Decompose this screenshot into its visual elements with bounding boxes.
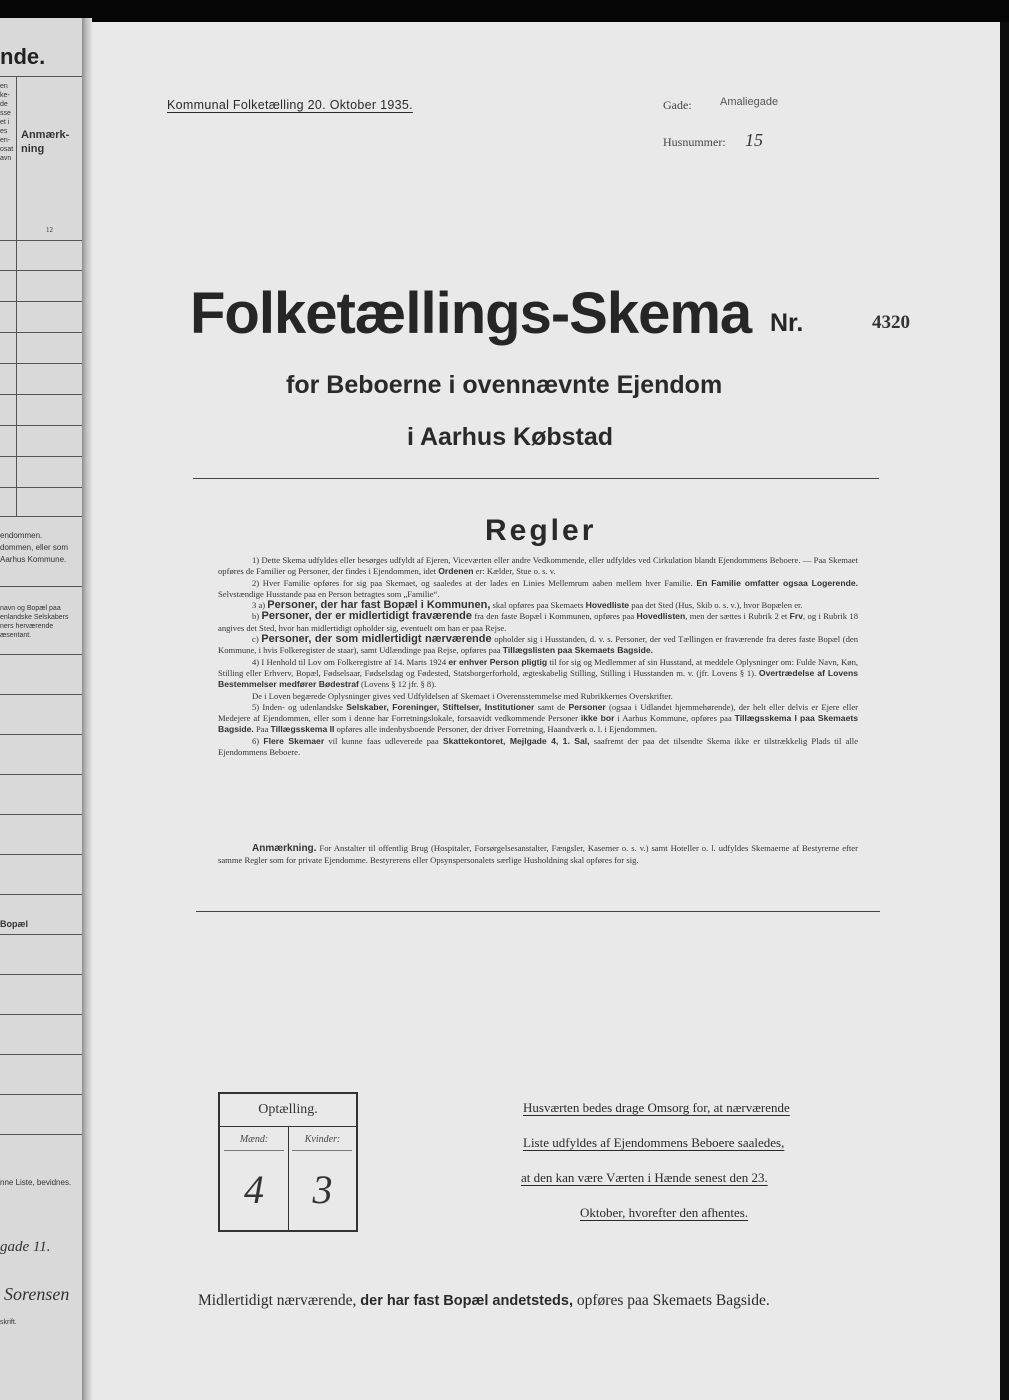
anmaerkning-text: For Anstalter til offentlig Brug (Hospitaler, Forsørgelsesanstalter, Fængsler, Kaserner o. s. v.) samt Hoteller o. l. udfyldes Skemaerne af Bestyrerne efter samme Regler som for private Ejendomme. Bestyrerens eller Opsynspersonalets særlige Husholdning skal opføres for sig.	[218, 843, 858, 865]
form-subtitle-2: i Aarhus Købstad	[407, 423, 614, 451]
divider	[0, 934, 82, 935]
rule-paragraph	[218, 702, 858, 736]
count-box	[218, 1092, 358, 1232]
form-number-value: 4320	[872, 312, 910, 333]
form-title: Folketællings-Skema	[190, 281, 752, 346]
rule-text: 3 a)	[252, 600, 268, 611]
count-kvinder-value: 3	[312, 1167, 333, 1212]
rule-emphasis: Frv	[789, 611, 804, 622]
rule-text: samt de	[534, 701, 569, 712]
rule-paragraph	[218, 555, 858, 578]
rule-paragraph	[218, 578, 858, 601]
rule-text: saafremt der paa det tilsendte Skema ikke er tilstrækkelig Plads til alle Ejendommens Beboere.	[218, 735, 859, 758]
form-subtitle-1: for Beboerne i ovennævnte Ejendom	[286, 371, 723, 399]
count-title: Optælling.	[258, 1102, 318, 1117]
divider	[16, 76, 17, 516]
rule-text: De i Loven begærede Oplysninger gives ved Udfyldelsen af Skemaet i Overensstemmelse med Rubrikkernes Overskrifter.	[252, 690, 673, 701]
divider	[0, 270, 82, 271]
divider	[0, 240, 82, 241]
rule-emphasis: Personer, der som midlertidigt nærværende	[261, 633, 492, 646]
rule-text: skal opføres paa Skemaets	[490, 600, 586, 611]
rule-text: Selvstændige Husstande paa en Person betragtes som „Familie“.	[218, 588, 440, 599]
column-title-anmaerkning: Anmærk- ning	[21, 129, 70, 155]
rule-emphasis: Hovedliste	[585, 600, 630, 611]
rule-text: fra den faste Bopæl i Kommunen, opføres paa	[471, 611, 637, 622]
rule-text: 2) Hver Familie opføres for sig paa Skemaet, og saaledes at der lades en Linies Mellemrum aaben mellem hver Familie.	[252, 577, 697, 588]
rule-emphasis: Personer	[568, 701, 606, 712]
footer-line	[198, 1292, 770, 1310]
rule-text: b)	[252, 611, 262, 622]
husnummer-label: Husnummer:	[663, 135, 726, 149]
divider	[0, 394, 82, 395]
rule-emphasis: Skattekontoret, Mejlgade 4, 1. Sal,	[442, 735, 590, 746]
note-line-1: Husværten bedes drage Omsorg for, at nærværende	[523, 1100, 790, 1115]
rule-text: opføres alle indenbysboende Personer, der driver Forretning, Haandværk o. l. i Ejendommen.	[334, 724, 657, 735]
note-line-2: Liste udfyldes af Ejendommens Beboere saaledes,	[523, 1135, 785, 1150]
rule-text: paa det Sted (Hus, Skib o. s. v.), hvor Bopælen er.	[629, 600, 803, 611]
divider	[0, 456, 82, 457]
rule-text: i Aarhus Kommune, opføres paa	[614, 713, 735, 724]
rule-emphasis: Personer, der har fast Bopæl i Kommunen,	[267, 599, 491, 612]
rule-emphasis: ikke bor	[580, 713, 615, 724]
rule-emphasis: Ordenen	[438, 566, 474, 577]
rule-emphasis: En Familie omfatter ogsaa Logerende.	[696, 577, 858, 588]
left-note-1: endommen. dommen, eller som Aarhus Kommune.	[0, 531, 69, 564]
rule-text: 1) Dette Skema udfyldes eller besørges udfyldt af Ejeren, Viceværten eller andre Vedkommende, eller udfyldes ved Cirkulation blandt Ejendommens Beboere. — Paa Skemaet opføres de Familier og Personer, der findes i Ejendommen, idet	[218, 555, 858, 577]
rule-text: 5) Inden- og udenlandske	[252, 701, 347, 712]
rule-text: (ogsaa i Udlandet hjemmehørende), der helt eller delvis er Ejere eller Medejere af Ejendommen, eller som i denne har Forretningslokale, forsaavidt vedkommende Personer	[218, 701, 858, 724]
divider	[196, 911, 880, 912]
divider	[0, 425, 82, 426]
rule-paragraph	[218, 611, 858, 634]
rule-emphasis: Overtrædelse af Lovens Bestemmelser medfører Bødestraf	[218, 667, 858, 690]
divider	[0, 76, 82, 77]
rule-text: til for sig og Medlemmer af sin Husstand, at meddele Oplysninger om: Fulde Navn, Køn, Stilling eller Erhverv, Bopæl, Fødselsaar, Fødselsdag og Fødested, Statsborgerforhold, ægteskabelig Stilling, Stilling i Husstanden m. v. (jfr. Lovens § 1).	[218, 656, 859, 678]
rule-text: opholder sig i Husstanden, d. v. s. Personer, der ved Tællingen er fraværende fra deres faste Bopæl (den Kommune, i hvis Folkeregister de staar), samt Udlændinge paa Rejse, opføres paa	[218, 634, 859, 656]
left-bopael-label: Bopæl	[0, 919, 28, 929]
divider	[0, 774, 82, 775]
left-skrift-text: skrift.	[0, 1319, 17, 1326]
divider	[0, 1014, 82, 1015]
rule-emphasis: Tillægslisten paa Skemaets Bagside.	[502, 645, 654, 656]
rule-emphasis: Flere Skemaer	[263, 735, 325, 746]
regler-text	[218, 555, 858, 758]
divider	[0, 654, 82, 655]
footer-part-1: Midlertidigt nærværende,	[198, 1292, 361, 1309]
anmaerkning-paragraph	[218, 843, 858, 866]
rule-paragraph	[218, 691, 858, 702]
regler-heading: Regler	[485, 514, 597, 547]
book-spine	[82, 18, 92, 1400]
rule-text: er: Kælder, Stue o. s. v.	[473, 566, 556, 577]
divider	[224, 1150, 284, 1151]
rule-emphasis: Personer, der er midlertidigt fraværende	[261, 610, 472, 623]
count-kvinder-label: Kvinder:	[304, 1134, 341, 1145]
divider	[0, 1054, 82, 1055]
rule-text: , men der sættes i Rubrik 2 et	[685, 611, 790, 622]
divider	[0, 854, 82, 855]
rule-emphasis: Tillægsskema I paa Skemaets Bagside.	[218, 713, 858, 735]
form-number-label: Nr.	[770, 309, 804, 337]
divider	[0, 487, 82, 488]
count-maend-label: Mænd:	[239, 1134, 269, 1145]
divider	[0, 814, 82, 815]
count-maend-value: 4	[244, 1167, 264, 1212]
divider	[0, 1094, 82, 1095]
rule-emphasis: Hovedlisten	[636, 611, 686, 622]
divider	[0, 363, 82, 364]
rule-text: c)	[252, 634, 262, 645]
rule-text: 6)	[252, 735, 264, 746]
column-number: 12	[46, 226, 53, 234]
divider	[292, 1150, 352, 1151]
divider	[0, 586, 82, 587]
footer-part-2: der har fast Bopæl andetsteds,	[360, 1293, 574, 1309]
handwritten-address: gade 11.	[0, 1239, 51, 1255]
divider	[0, 974, 82, 975]
divider	[0, 694, 82, 695]
column-fragment-text: en ke- de sse et i es en- osat avn	[0, 83, 14, 162]
footer-part-3: opføres paa Skemaets Bagside.	[573, 1292, 770, 1309]
rule-text: , og i Rubrik 18 angives det Sted, hvor han midlertidigt opholder sig, eventuelt om han er paa Rejse.	[218, 611, 858, 633]
divider	[0, 894, 82, 895]
divider	[0, 734, 82, 735]
rule-text: Paa	[253, 724, 271, 735]
left-page-fragment	[0, 18, 82, 1400]
note-line-3: at den kan være Værten i Hænde senest den 23.	[521, 1170, 768, 1185]
rule-text: (Lovens § 12 jfr. § 8).	[358, 679, 437, 690]
divider	[0, 332, 82, 333]
handwritten-signature: Sorensen	[4, 1284, 70, 1304]
gade-value: Amaliegade	[720, 96, 779, 108]
rule-paragraph	[218, 657, 858, 691]
husnummer-value: 15	[745, 130, 763, 150]
left-page-heading: nde.	[0, 44, 46, 69]
gade-label: Gade:	[663, 98, 692, 112]
divider	[0, 301, 82, 302]
note-line-4: Oktober, hvorefter den afhentes.	[580, 1205, 749, 1220]
rule-paragraph	[218, 736, 858, 759]
rule-emphasis: Selskaber, Foreninger, Stiftelser, Institutioner	[346, 701, 535, 712]
left-liste-text: nne Liste, bevidnes.	[0, 1178, 72, 1187]
page-edge	[1000, 22, 1009, 1400]
rule-text: 4) I Henhold til Lov om Folkeregistre af 14. Marts 1924	[252, 656, 449, 667]
divider	[0, 516, 82, 517]
rule-emphasis: Tillægsskema II	[270, 724, 335, 735]
rule-emphasis: er enhver Person pligtig	[448, 656, 548, 667]
left-note-2: navn og Bopæl paa enlandske Selskabers ners herværende æsentant.	[0, 605, 69, 639]
anmaerkning-label: Anmærkning.	[252, 843, 317, 854]
divider	[193, 478, 879, 479]
census-line: Kommunal Folketælling 20. Oktober 1935.	[167, 98, 413, 112]
rule-text: vil kunne faas udleverede paa	[324, 735, 443, 746]
divider	[0, 1134, 82, 1135]
rule-paragraph	[218, 634, 858, 657]
